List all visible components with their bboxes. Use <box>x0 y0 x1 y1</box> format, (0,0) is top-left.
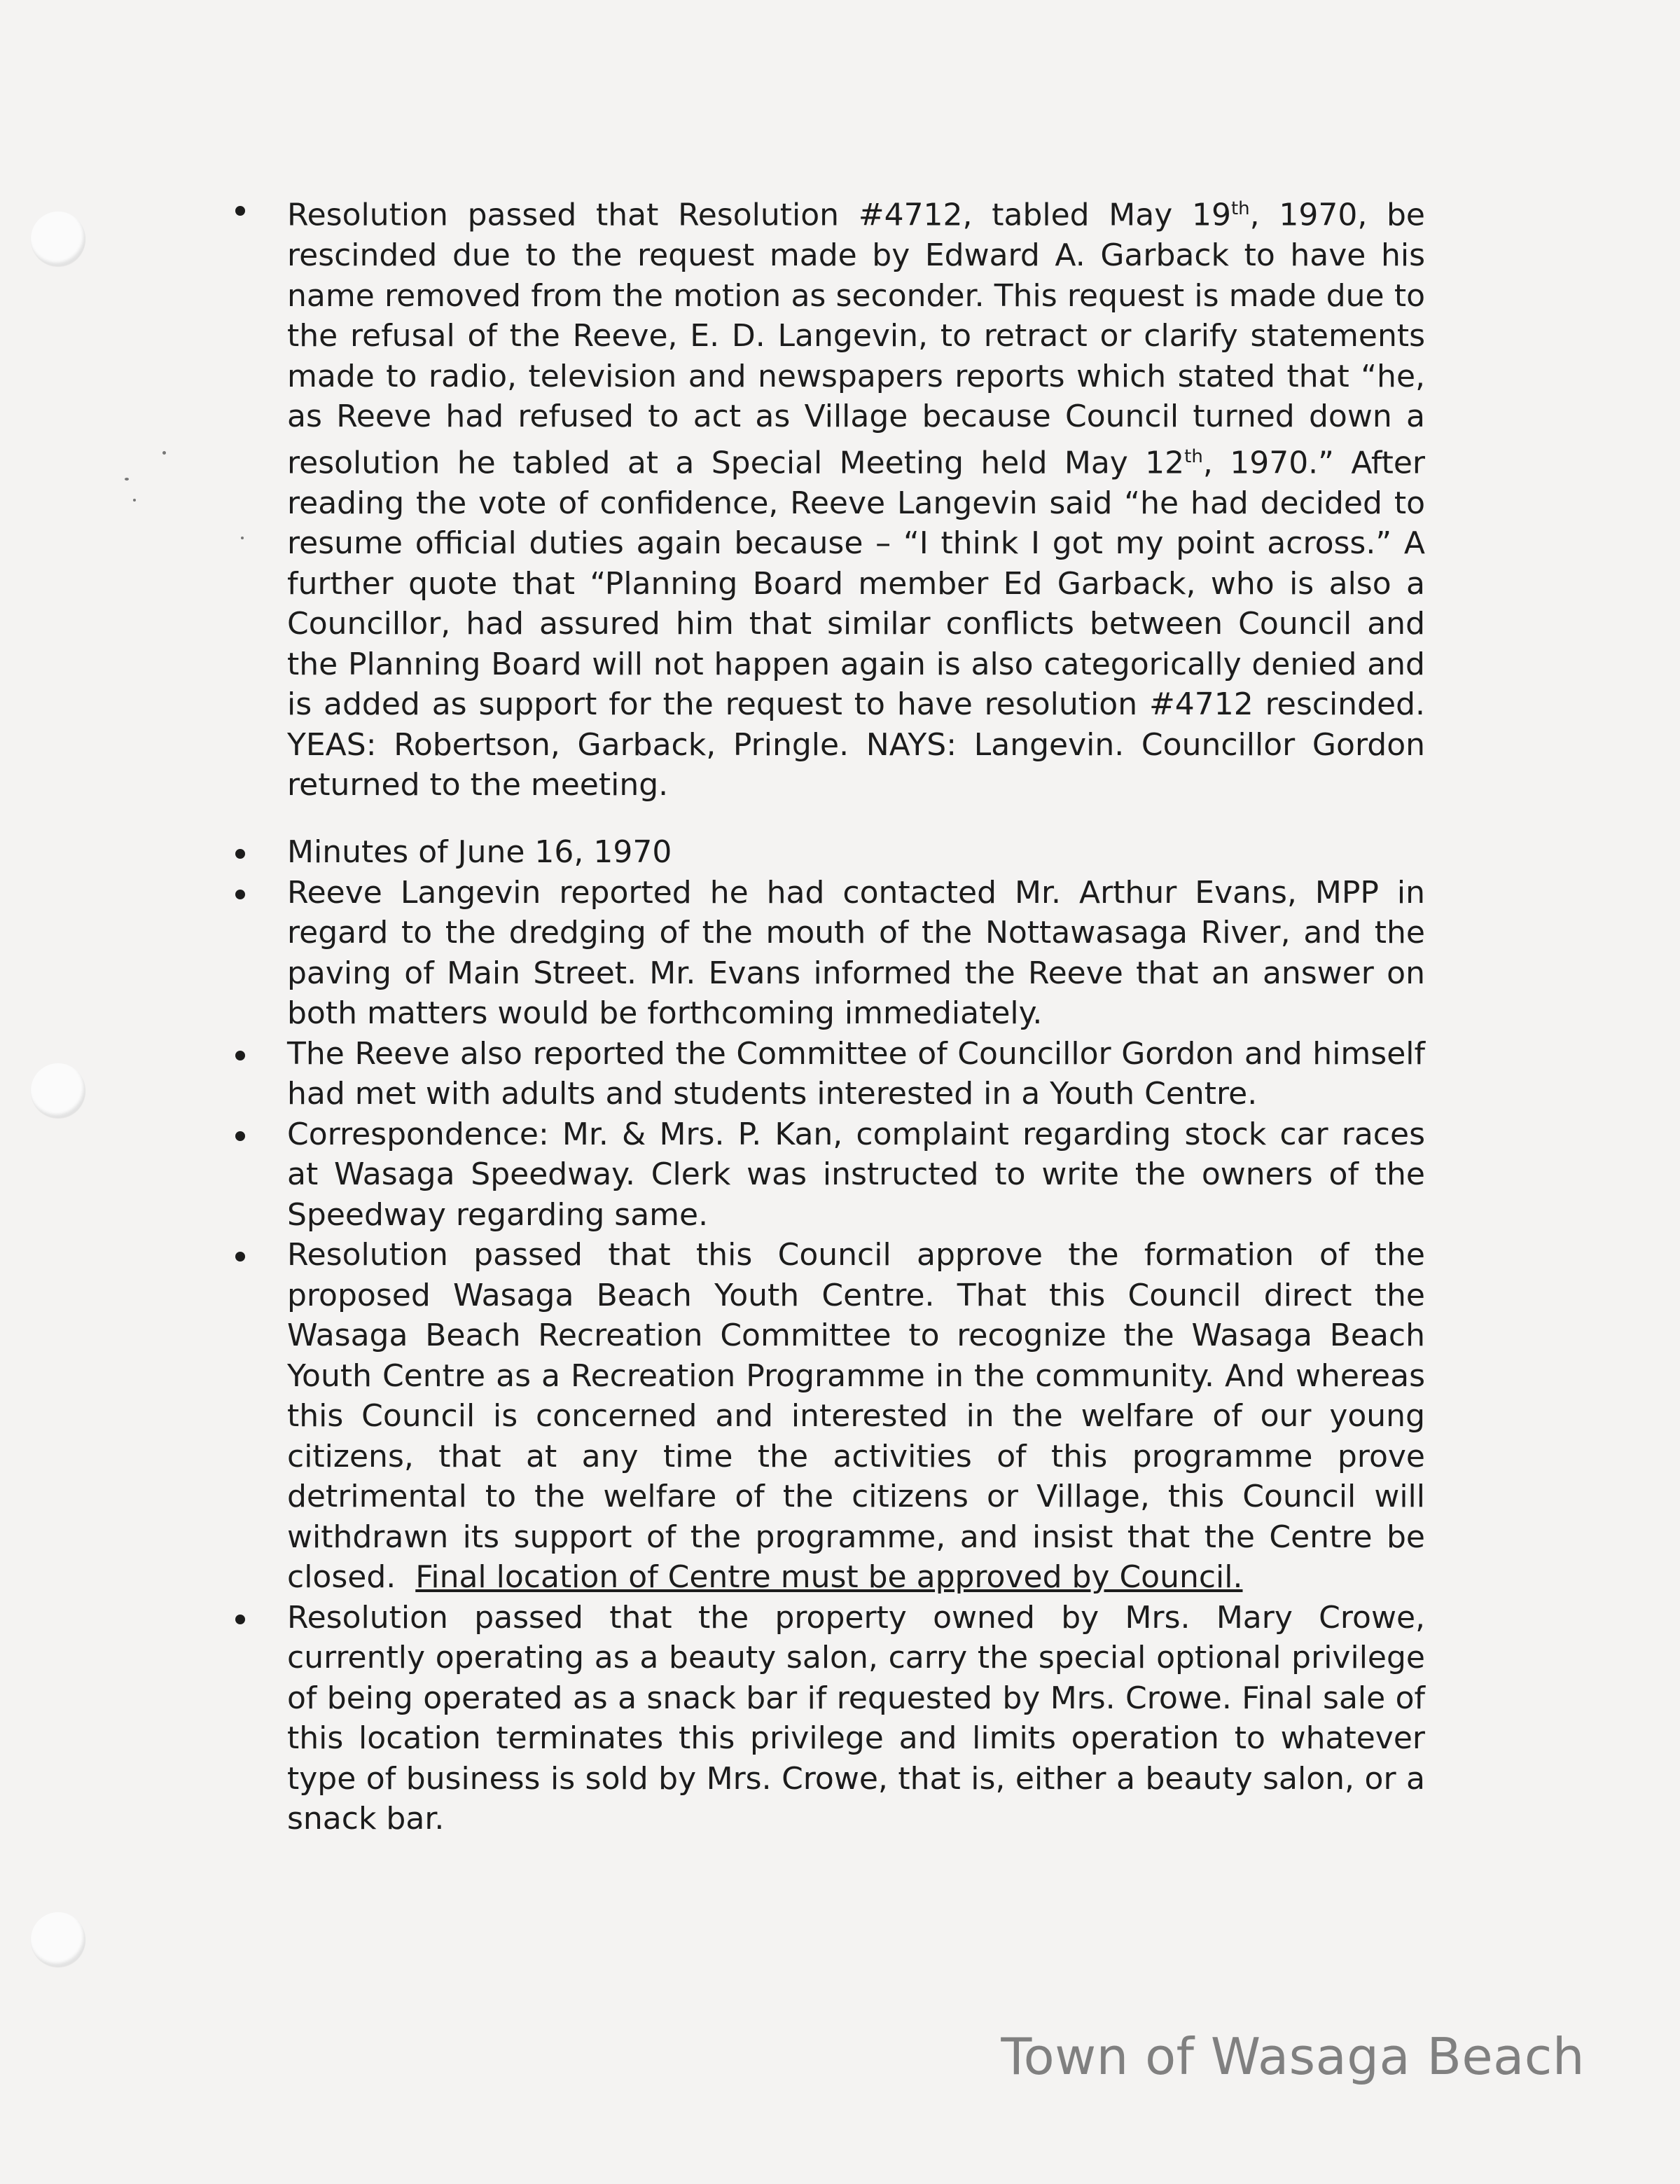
crowe-property-item <box>0 1598 1425 1839</box>
youth-centre-underlined-note: Final location of Centre must be approved by Council. <box>415 1559 1243 1595</box>
bullet-icon <box>235 206 245 216</box>
ordinal-suffix: th <box>1230 198 1250 219</box>
correspondence-text: Correspondence: Mr. & Mrs. P. Kan, complaint regarding stock car races at Wasaga Speedway. Clerk was instructed to write the owners of the Speedway regarding same. <box>287 1116 1425 1233</box>
crowe-property-text: Resolution passed that the property owned by Mrs. Mary Crowe, currently operating as a beauty salon, carry the special optional privilege of being operated as a snack bar if requested by Mrs. Crowe. Final sale of this location terminates this privilege and limits operation to whatever type of business is sold by Mrs. Crowe, that is, either a beauty salon, or a snack bar. <box>287 1599 1425 1837</box>
youth-centre-resolution-text: Resolution passed that this Council approve the formation of the proposed Wasaga Beach Youth Centre. That this Council direct the Wasaga Beach Recreation Committee to recognize the Wasaga Beach Youth Centre as a Recreation Programme in the community. And whereas this Council is concerned and interested in the welfare of our young citizens, that at any time the activities of this programme prove detrimental to the welfare of the citizens or Village, this Council will withdrawn its support of the programme, and insist that the Centre be closed. <box>287 1237 1425 1595</box>
resolution-4712-list <box>0 189 1680 806</box>
bullet-icon <box>235 890 245 899</box>
minutes-heading: Minutes of June 16, 1970 <box>287 834 672 870</box>
ordinal-suffix: th <box>1184 445 1203 467</box>
youth-committee-text: The Reeve also reported the Committee of Councillor Gordon and himself had met with adults and students interested in a Youth Centre. <box>287 1035 1425 1112</box>
evans-report-text: Reeve Langevin reported he had contacted Mr. Arthur Evans, MPP in regard to the dredging of the mouth of the Nottawasaga River, and the paving of Main Street. Mr. Evans informed the Reeve that an answer on both matters would be forthcoming immediately. <box>287 874 1425 1031</box>
youth-committee-item <box>0 1034 1425 1114</box>
watermark: Town of Wasaga Beach <box>1001 2027 1585 2086</box>
correspondence-item <box>0 1114 1425 1236</box>
bullet-icon <box>235 1252 245 1262</box>
minutes-june-16-list <box>0 832 1680 1839</box>
punch-hole-bottom <box>31 1912 85 1967</box>
resolution-4712-text-mid: , 1970, be rescinded due to the request made by Edward A. Garback to have his name removed from the motion as seconder. This request is made due to the refusal of the Reeve, E. D. Langevin, to retract or clarify statements made to radio, television and newspapers reports which stated that “he, as Reeve had refused to act as Village because Council turned down a resolution he tabled at a Special Meeting held May 12 <box>287 197 1426 481</box>
resolution-4712-text-lead: Resolution passed that Resolution #4712, tabled May 19 <box>287 197 1231 233</box>
bullet-icon <box>235 1051 245 1060</box>
bullet-icon <box>235 1131 245 1141</box>
youth-centre-resolution-item <box>0 1235 1425 1598</box>
bullet-icon <box>235 1615 245 1624</box>
minutes-heading-item <box>0 832 1425 873</box>
bullet-icon <box>235 849 245 859</box>
resolution-4712-item <box>0 189 1425 806</box>
evans-report-item <box>0 873 1425 1034</box>
resolution-4712-text-tail: , 1970.” After reading the vote of confidence, Reeve Langevin said “he had decided to resume official duties again because – “I think I got my point across.” A further quote that “Planning Board member Ed Garback, who is also a Councillor, had assured him that similar conflicts between Council and the Planning Board will not happen again is also categorically denied and is added as support for the request to have resolution #4712 rescinded. YEAS: Robertson, Garback, Pringle. NAYS: Langevin. Councillor Gordon returned to the meeting. <box>287 445 1425 803</box>
